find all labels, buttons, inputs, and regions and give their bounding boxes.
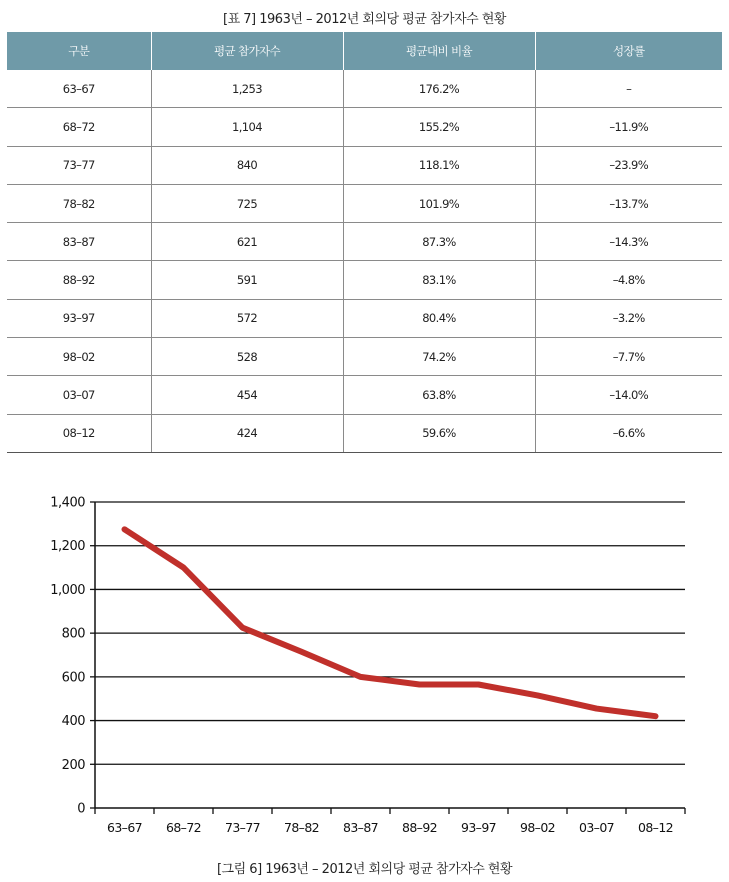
x-tick-label: 08–12 (637, 820, 674, 835)
y-tick-label: 200 (61, 757, 85, 773)
cell-ratio: 80.4% (343, 299, 535, 337)
y-tick-label: 1,000 (50, 582, 85, 598)
header-growth-rate: 성장률 (535, 32, 722, 70)
chart-axes (95, 502, 685, 814)
y-tick-label: 400 (61, 714, 85, 730)
cell-category: 73–77 (7, 146, 151, 184)
cell-growth: –14.0% (535, 376, 722, 414)
table-row (7, 338, 722, 376)
cell-category: 68–72 (7, 108, 151, 146)
x-tick-label: 93–97 (460, 820, 497, 835)
x-tick-label: 83–87 (342, 820, 379, 835)
cell-ratio: 63.8% (343, 376, 535, 414)
y-tick-label: 1,200 (50, 539, 85, 555)
cell-avg-participants: 621 (151, 223, 343, 261)
cell-category: 93–97 (7, 299, 151, 337)
table-row (7, 376, 722, 414)
table-row (7, 146, 722, 184)
cell-ratio: 155.2% (343, 108, 535, 146)
cell-category: 08–12 (7, 414, 151, 452)
cell-category: 63–67 (7, 70, 151, 108)
participants-line-chart (0, 490, 729, 835)
cell-ratio: 118.1% (343, 146, 535, 184)
cell-ratio: 83.1% (343, 261, 535, 299)
cell-growth: – (535, 70, 722, 108)
cell-avg-participants: 840 (151, 146, 343, 184)
cell-avg-participants: 454 (151, 376, 343, 414)
cell-growth: –3.2% (535, 299, 722, 337)
y-tick-label: 0 (77, 801, 85, 817)
cell-growth: –7.7% (535, 338, 722, 376)
table-header-row (7, 32, 722, 70)
x-tick-label: 88–92 (401, 820, 438, 835)
cell-category: 98–02 (7, 338, 151, 376)
header-avg-participants: 평균 참가자수 (151, 32, 343, 70)
x-tick-label: 78–82 (283, 820, 320, 835)
table-row (7, 70, 722, 108)
y-tick-label: 600 (61, 670, 85, 686)
y-tick-label: 800 (61, 626, 85, 642)
cell-avg-participants: 591 (151, 261, 343, 299)
cell-growth: –4.8% (535, 261, 722, 299)
cell-avg-participants: 1,104 (151, 108, 343, 146)
table-caption: [표 7] 1963년 – 2012년 회의당 평균 참가자수 현황 (223, 12, 506, 27)
cell-growth: –23.9% (535, 146, 722, 184)
x-tick-label: 03–07 (578, 820, 615, 835)
cell-ratio: 74.2% (343, 338, 535, 376)
cell-growth: –11.9% (535, 108, 722, 146)
cell-ratio: 101.9% (343, 184, 535, 222)
cell-ratio: 176.2% (343, 70, 535, 108)
figure-caption: [그림 6] 1963년 – 2012년 회의당 평균 참가자수 현황 (216, 862, 512, 877)
cell-ratio: 59.6% (343, 414, 535, 452)
cell-growth: –13.7% (535, 184, 722, 222)
cell-growth: –14.3% (535, 223, 722, 261)
x-tick-label: 68–72 (165, 820, 202, 835)
cell-avg-participants: 1,253 (151, 70, 343, 108)
table-row (7, 414, 722, 452)
participants-table (7, 32, 722, 453)
x-tick-labels (107, 820, 673, 835)
cell-avg-participants: 424 (151, 414, 343, 452)
cell-category: 88–92 (7, 261, 151, 299)
cell-ratio: 87.3% (343, 223, 535, 261)
cell-category: 78–82 (7, 184, 151, 222)
x-tick-label: 73–77 (224, 820, 261, 835)
header-ratio-to-average: 평균대비 비율 (343, 32, 535, 70)
cell-category: 83–87 (7, 223, 151, 261)
table-row (7, 261, 722, 299)
header-category: 구분 (7, 32, 151, 70)
cell-avg-participants: 572 (151, 299, 343, 337)
table-row (7, 223, 722, 261)
x-tick-label: 98–02 (519, 820, 556, 835)
series-line (125, 529, 656, 716)
table-row (7, 108, 722, 146)
x-tick-label: 63–67 (106, 820, 143, 835)
cell-avg-participants: 725 (151, 184, 343, 222)
cell-growth: –6.6% (535, 414, 722, 452)
chart-grid (90, 502, 685, 808)
cell-category: 03–07 (7, 376, 151, 414)
table-row (7, 299, 722, 337)
table-row (7, 184, 722, 222)
cell-avg-participants: 528 (151, 338, 343, 376)
y-tick-label: 1,400 (50, 495, 85, 511)
y-tick-labels (50, 496, 85, 817)
